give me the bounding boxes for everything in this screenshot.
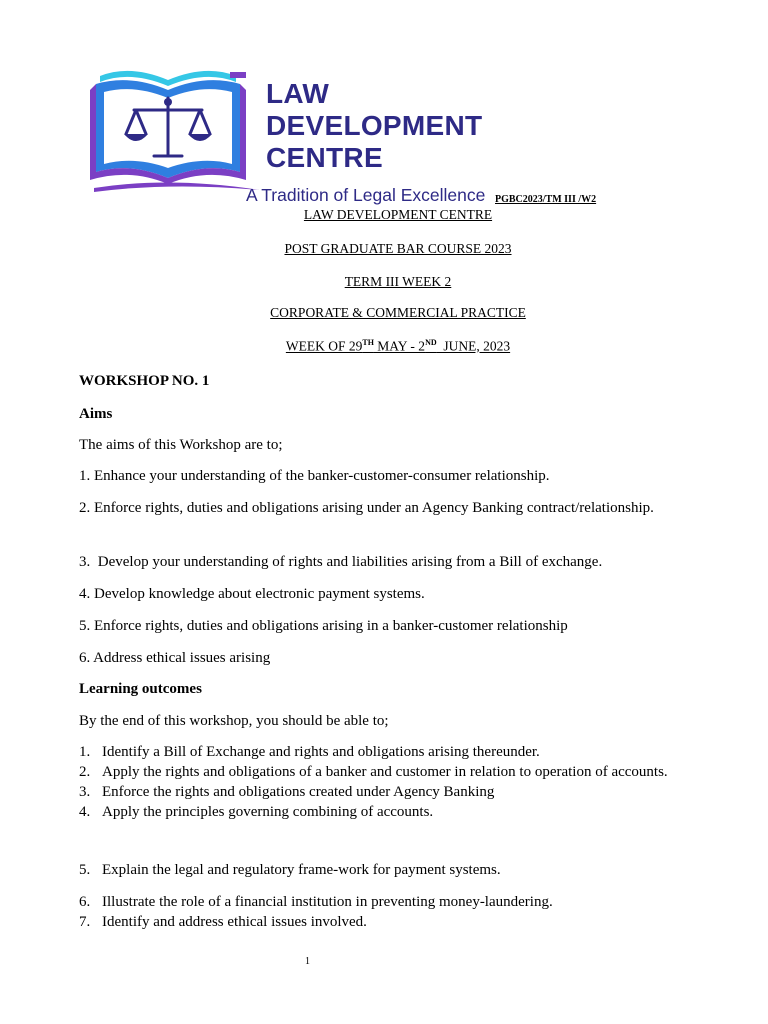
item-number: 1. [79, 744, 91, 760]
list-item [79, 860, 714, 880]
outcomes-list-b [79, 860, 714, 880]
week-sup-2: ND [425, 338, 437, 347]
list-item [79, 762, 714, 782]
item-number: 6. [79, 894, 91, 910]
aims-intro: The aims of this Workshop are to; [79, 437, 283, 453]
list-item [79, 912, 714, 932]
header-course: POST GRADUATE BAR COURSE 2023 [284, 241, 512, 256]
outcomes-list-a [79, 742, 714, 822]
list-item [79, 802, 714, 822]
outcomes-intro: By the end of this workshop, you should be able to; [79, 713, 389, 729]
item-text: Identify and address ethical issues involved. [102, 914, 367, 930]
aims-item: 5. Enforce rights, duties and obligations arising in a banker-customer relationship [79, 618, 568, 634]
item-text: Identify a Bill of Exchange and rights and obligations arising thereunder. [102, 744, 540, 760]
logo-line: DEVELOPMENT [266, 110, 483, 141]
item-text: Apply the principles governing combining of accounts. [102, 804, 434, 820]
aims-item: 6. Address ethical issues arising [79, 650, 271, 666]
item-number: 5. [79, 862, 91, 878]
aims-heading: Aims [79, 406, 113, 422]
week-sup-1: TH [362, 338, 374, 347]
outcomes-list-c [79, 892, 714, 932]
item-number: 2. [79, 764, 91, 780]
outcomes-heading: Learning outcomes [79, 681, 202, 697]
header-term: TERM III WEEK 2 [344, 274, 452, 289]
aims-item: 3. Develop your understanding of rights and liabilities arising from a Bill of exchange. [79, 554, 603, 570]
header-subject: CORPORATE & COMMERCIAL PRACTICE [270, 305, 526, 320]
header-week [0, 338, 768, 355]
item-text: Apply the rights and obligations of a banker and customer in relation to operation of accounts. [102, 764, 668, 780]
workshop-title: WORKSHOP NO. 1 [79, 373, 210, 389]
item-text: Illustrate the role of a financial institution in preventing money-laundering. [102, 894, 553, 910]
reference-code: PGBC2023/TM III /W2 [495, 194, 597, 205]
week-prefix: WEEK OF 29 [285, 338, 363, 354]
page-number: 1 [305, 956, 310, 967]
item-number: 4. [79, 804, 91, 820]
item-text: Enforce the rights and obligations created under Agency Banking [102, 784, 495, 800]
week-suffix: JUNE, 2023 [436, 338, 511, 354]
aims-item: 1. Enhance your understanding of the banker-customer-consumer relationship. [79, 468, 550, 484]
logo-line: LAW [266, 78, 330, 109]
aims-item: 2. Enforce rights, duties and obligations arising under an Agency Banking contract/relationship. [79, 500, 654, 516]
logo-wordmark [266, 78, 482, 174]
item-text: Explain the legal and regulatory frame-work for payment systems. [102, 862, 501, 878]
header-institution: LAW DEVELOPMENT CENTRE [303, 207, 493, 222]
item-number: 7. [79, 914, 91, 930]
item-number: 3. [79, 784, 91, 800]
list-item [79, 742, 714, 762]
aims-item: 4. Develop knowledge about electronic payment systems. [79, 586, 425, 602]
list-item [79, 892, 714, 912]
logo-tagline: A Tradition of Legal Excellence [246, 185, 486, 205]
ldc-logo [90, 68, 490, 208]
scales-of-justice-book-icon [90, 68, 270, 193]
logo-line: CENTRE [266, 142, 383, 173]
week-middle: MAY - 2 [373, 338, 426, 354]
list-item [79, 782, 714, 802]
